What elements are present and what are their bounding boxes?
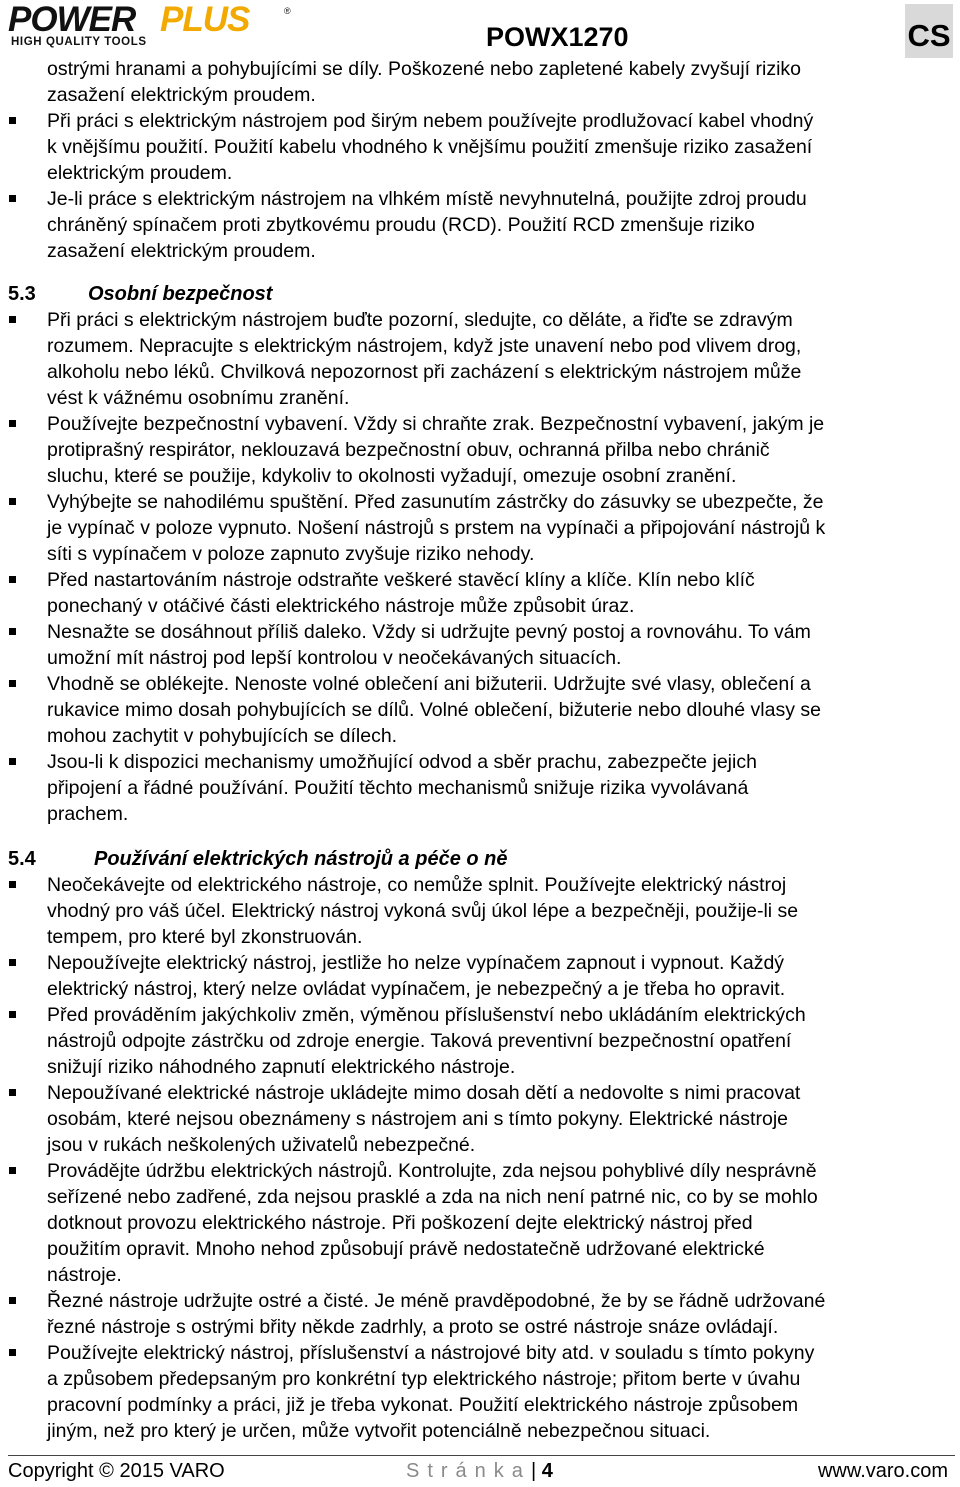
- text-line: sluchu, které se použije, kdykoliv to okolnosti vyžadují, omezuje osobní zranění.: [47, 465, 737, 487]
- text-line: Nepoužívané elektrické nástroje ukládejte mimo dosah dětí a nedovolte s nimi pracovat: [47, 1082, 801, 1104]
- text-line: Vhodně se oblékejte. Nenoste volné oblečení ani bižuterii. Udržujte své vlasy, oblečení a: [47, 673, 811, 695]
- bullet-item: [0, 489, 960, 567]
- text-line: řezné nástroje s ostrými břity někde zadrhly, a proto se ostré nástroje snáze ovládají.: [47, 1316, 779, 1338]
- bullet-item: [0, 619, 960, 671]
- bullet-item: [0, 1080, 960, 1158]
- text-line: k vnějšímu použití. Použití kabelu vhodného k vnějšímu použití zmenšuje riziko zasažení: [47, 136, 813, 158]
- section-number: 5.3: [8, 283, 36, 305]
- bullet-item: [0, 1340, 960, 1444]
- text-line: vést k vážnému osobnímu zranění.: [47, 387, 350, 409]
- text-line: prachem.: [47, 803, 129, 825]
- text-line: rozumem. Nepracujte s elektrickým nástrojem, když jste unavení nebo pod vlivem drog,: [47, 335, 802, 357]
- section-title: Osobní bezpečnost: [88, 283, 273, 305]
- text-line: alkoholu nebo léků. Chvilková nepozornost při zacházení s elektrickým nástrojem může: [47, 361, 802, 383]
- text-line: Nepoužívejte elektrický nástroj, jestliže ho nelze vypínačem zapnout i vypnout. Každý: [47, 952, 785, 974]
- section-heading-5-3: [0, 281, 960, 307]
- text-line: jsou v rukách neškolených uživatelů nebezpečné.: [47, 1134, 476, 1156]
- bullet-item: [0, 108, 960, 186]
- page-label: Stránka: [406, 1460, 531, 1482]
- page-separator: |: [530, 1460, 537, 1482]
- text-line: seřízené nebo zadřené, zda nejsou prasklé a zda na nich není patrné nic, co by se mohlo: [47, 1186, 818, 1208]
- text-line: chráněný spínačem proti zbytkovému proudu (RCD). Použití RCD zmenšuje riziko: [47, 214, 755, 236]
- bullet-item: [0, 749, 960, 827]
- text-line: elektrický nástroj, který nelze ovládat vypínačem, je nebezpečný a je třeba ho opravit.: [47, 978, 786, 1000]
- text-line: elektrickým proudem.: [47, 162, 233, 184]
- text-line: Jsou-li k dispozici mechanismy umožňující odvod a sběr prachu, zabezpečte jejich: [47, 751, 757, 773]
- model-number: POWX1270: [486, 22, 629, 52]
- text-line: Používejte elektrický nástroj, příslušenství a nástrojové bity atd. v souladu s tímto pokyny: [47, 1342, 815, 1364]
- text-line: jiným, než pro který je určen, může vytvořit potenciálně nebezpečnou situaci.: [47, 1420, 711, 1442]
- text-line: Provádějte údržbu elektrických nástrojů. Kontrolujte, zda nejsou pohyblivé díly nesprávně: [47, 1160, 817, 1182]
- logo-brand-accent: PLUS: [160, 0, 250, 39]
- section-heading-5-4: [0, 846, 960, 872]
- bullet-item: [0, 1288, 960, 1340]
- text-line: Řezné nástroje udržujte ostré a čisté. Je méně pravděpodobné, že by se řádně udržované: [47, 1290, 826, 1312]
- logo-brand-main: POWER: [8, 0, 136, 39]
- text-line: snižují riziko náhodného zapnutí elektrického nástroje.: [47, 1056, 516, 1078]
- language-code: CS: [907, 18, 951, 53]
- text-line: Vyhýbejte se nahodilému spuštění. Před zasunutím zástrčky do zásuvky se ubezpečte, že: [47, 491, 824, 513]
- continued-paragraph: [0, 56, 960, 108]
- text-line: nástroje.: [47, 1264, 122, 1286]
- page-number: 4: [541, 1460, 553, 1482]
- text-line: mohou zachytit v pohybujících se dílech.: [47, 725, 398, 747]
- bullet-item: [0, 872, 960, 950]
- text-line: Při práci s elektrickým nástrojem buďte pozorní, sledujte, co děláte, a řiďte se zdravým: [47, 309, 793, 331]
- footer-divider: [8, 1455, 955, 1456]
- text-line: dotknout provozu elektrického nástroje. Při poškození dejte elektrický nástroj před: [47, 1212, 753, 1234]
- text-line: Používejte bezpečnostní vybavení. Vždy si chraňte zrak. Bezpečnostní vybavení, jakým je: [47, 413, 825, 435]
- bullet-item: [0, 1158, 960, 1288]
- text-line: ostrými hranami a pohybujícími se díly. Poškozené nebo zapletené kabely zvyšují riziko: [47, 58, 801, 80]
- text-line: umožní mít nástroj pod lepší kontrolou v neočekávaných situacích.: [47, 647, 622, 669]
- text-line: pracovní podmínky a práci, již je třeba vykonat. Použití elektrického nástroje způsobem: [47, 1394, 799, 1416]
- text-line: připojení a řádné používání. Použití těchto mechanismů snižuje rizika vyvolávaná: [47, 777, 749, 799]
- text-line: použitím opravit. Mnoho nehod způsobují právě nedostatečně udržované elektrické: [47, 1238, 765, 1260]
- text-line: nástrojů odpojte zástrčku od zdroje energie. Taková preventivní bezpečnostní opatření: [47, 1030, 792, 1052]
- bullet-item: [0, 567, 960, 619]
- bullet-item: [0, 1002, 960, 1080]
- bullet-item: [0, 186, 960, 264]
- bullet-item: [0, 307, 960, 411]
- logo-registered-mark: ®: [284, 6, 291, 16]
- bullet-item: [0, 411, 960, 489]
- text-line: osobám, které nejsou obeznámeny s nástrojem ani s tímto pokyny. Elektrické nástroje: [47, 1108, 788, 1130]
- text-line: zasažení elektrickým proudem.: [47, 84, 316, 106]
- text-line: síti s vypínačem v poloze zapnuto zvyšuje riziko nehody.: [47, 543, 535, 565]
- document-body: [0, 56, 960, 1444]
- text-line: je vypínač v poloze vypnuto. Nošení nástrojů s prstem na vypínači a připojování nástrojů k: [47, 517, 826, 539]
- text-line: Před prováděním jakýchkoliv změn, výměnou příslušenství nebo ukládáním elektrických: [47, 1004, 806, 1026]
- text-line: Je-li práce s elektrickým nástrojem na vlhkém místě nevyhnutelná, použijte zdroj proudu: [47, 188, 807, 210]
- copyright-text: Copyright © 2015 VARO: [8, 1460, 225, 1482]
- text-line: Neočekávejte od elektrického nástroje, co nemůže splnit. Používejte elektrický nástroj: [47, 874, 787, 896]
- page-indicator: [406, 1460, 553, 1483]
- text-line: vhodný pro váš účel. Elektrický nástroj vykoná svůj úkol lépe a bezpečněji, použije-li se: [47, 900, 799, 922]
- section-number: 5.4: [8, 848, 36, 870]
- text-line: zasažení elektrickým proudem.: [47, 240, 316, 262]
- text-line: Nesnažte se dosáhnout příliš daleko. Vždy si udržujte pevný postoj a rovnováhu. To vám: [47, 621, 811, 643]
- page-footer: [0, 1460, 960, 1486]
- text-line: Při práci s elektrickým nástrojem pod širým nebem používejte prodlužovací kabel vhodný: [47, 110, 814, 132]
- text-line: protiprašný respirátor, neklouzavá bezpečnostní obuv, ochranná přilba nebo chránič: [47, 439, 770, 461]
- text-line: tempem, pro které byl zkonstruován.: [47, 926, 363, 948]
- text-line: Před nastartováním nástroje odstraňte veškeré stavěcí klíny a klíče. Klín nebo klíč: [47, 569, 755, 591]
- bullet-item: [0, 950, 960, 1002]
- text-line: a způsobem předepsaným pro konkrétní typ elektrického nástroje; přitom berte v úvahu: [47, 1368, 801, 1390]
- text-line: ponechaný v otáčivé části elektrického nástroje může způsobit úraz.: [47, 595, 635, 617]
- logo-tagline: HIGH QUALITY TOOLS: [11, 36, 147, 48]
- page-header: [0, 0, 960, 60]
- powerplus-logo: [8, 0, 298, 50]
- section-title: Používání elektrických nástrojů a péče o ně: [94, 848, 508, 870]
- bullet-item: [0, 671, 960, 749]
- website-link[interactable]: www.varo.com: [817, 1460, 948, 1482]
- text-line: rukavice mimo dosah pohybujících se dílů. Volné oblečení, bižuterie nebo dlouhé vlasy se: [47, 699, 821, 721]
